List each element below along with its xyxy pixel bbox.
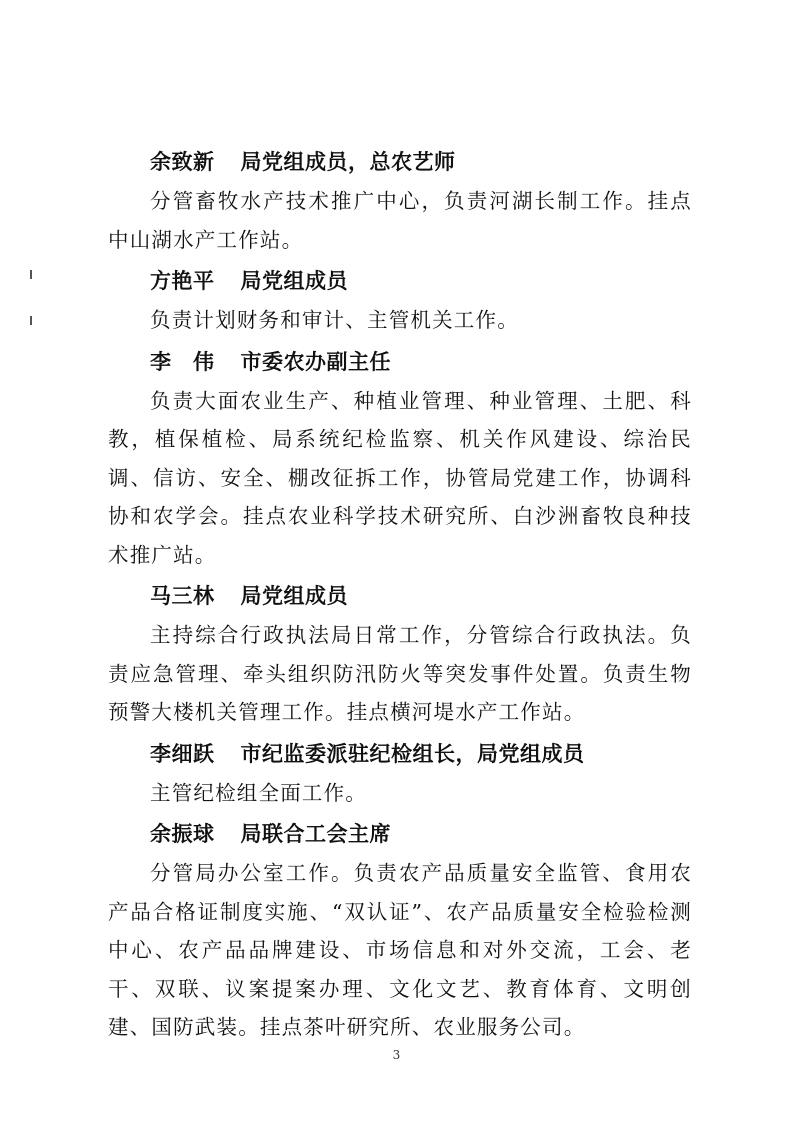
section-heading	[108, 342, 692, 382]
section-heading	[108, 814, 692, 854]
person-name: 李细跃	[150, 741, 215, 766]
section-yu-zhixin	[108, 142, 692, 259]
section-yu-zhenqiu	[108, 814, 692, 1047]
person-duties: 主持综合行政执法局日常工作，分管综合行政执法。负责应急管理、牵头组织防汛防火等突发事件处置。负责生物预警大楼机关管理工作。挂点横河堤水产工作站。	[108, 623, 692, 724]
margin-mark-top	[30, 270, 32, 279]
section-heading	[108, 734, 692, 774]
section-li-xiyue	[108, 734, 692, 813]
person-name: 余振球	[150, 822, 215, 846]
person-name: 余致新	[150, 150, 215, 174]
person-title: 市委农办副主任	[240, 349, 391, 374]
person-name: 马三林	[150, 584, 215, 608]
person-duties: 负责大面农业生产、种植业管理、种业管理、土肥、科教，植保植检、局系统纪检监察、机关作风建设、综治民调、信访、安全、棚改征拆工作，协管局党建工作，协调科协和农学会。挂点农业科学技术研究所、白沙洲畜牧良种技术推广站。	[108, 388, 692, 567]
section-fang-yanping	[108, 261, 692, 340]
person-name: 方艳平	[150, 269, 215, 293]
person-title: 局党组成员	[240, 584, 348, 608]
person-title: 市纪监委派驻纪检组长，局党组成员	[240, 741, 585, 766]
section-heading	[108, 261, 692, 301]
section-heading	[108, 576, 692, 616]
section-li-wei	[108, 342, 692, 575]
page-number: 3	[392, 1048, 401, 1062]
document-body	[108, 142, 692, 1049]
person-duties: 分管局办公室工作。负责农产品质量安全监管、食用农产品合格证制度实施、“双认证”、农产品质量安全检验检测中心、农产品品牌建设、市场信息和对外交流，工会、老干、双联、议案提案办理、文化文艺、教育体育、文明创建、国防武装。挂点茶叶研究所、农业服务公司。	[108, 861, 692, 1039]
person-duties: 主管纪检组全面工作。	[150, 780, 367, 805]
person-title: 局党组成员，总农艺师	[240, 150, 456, 174]
person-title: 局党组成员	[240, 269, 348, 293]
section-ma-sanlin	[108, 576, 692, 732]
person-duties: 负责计划财务和审计、主管机关工作。	[150, 308, 519, 332]
person-name: 李 伟	[150, 349, 215, 374]
person-duties: 分管畜牧水产技术推广中心，负责河湖长制工作。挂点中山湖水产工作站。	[108, 189, 692, 252]
person-title: 局联合工会主席	[240, 822, 391, 846]
section-heading	[108, 142, 692, 182]
margin-mark-bottom	[30, 316, 32, 325]
